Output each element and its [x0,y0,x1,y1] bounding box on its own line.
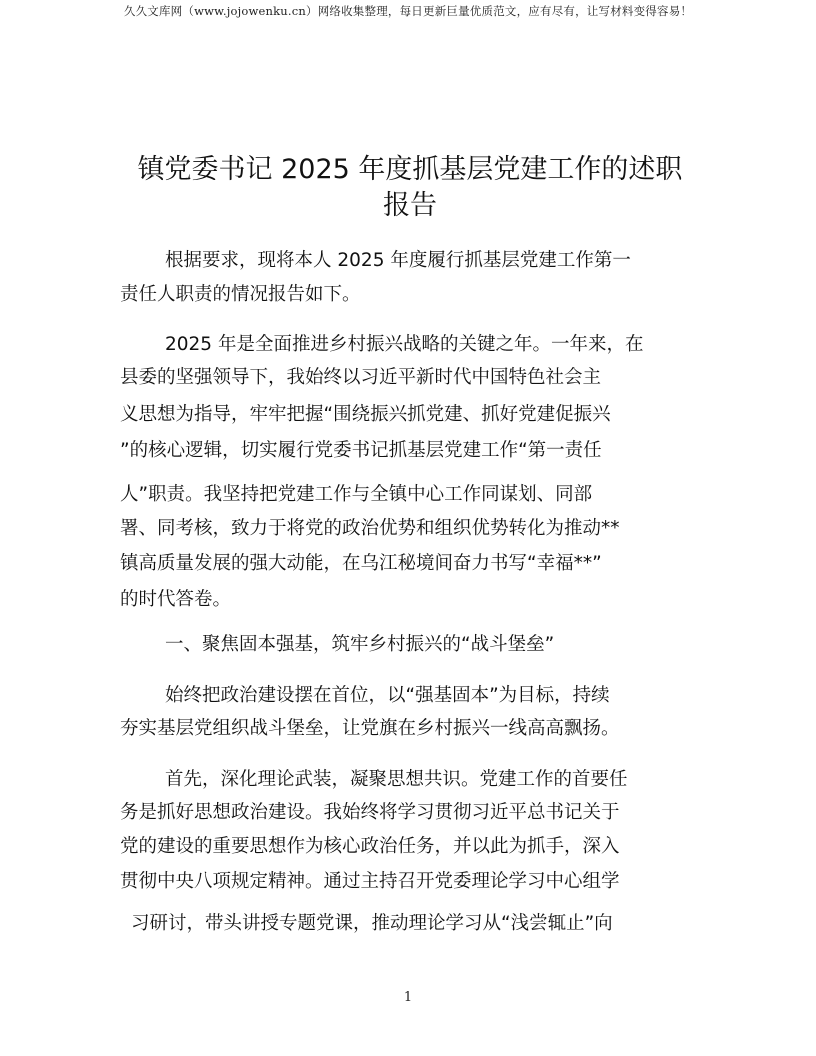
body-line: 人”职责。我坚持把党建工作与全镇中心工作同谋划、同部 [120,484,593,505]
body-line: 务是抓好思想政治建设。我始终将学习贯彻习近平总书记关于 [120,802,620,823]
document-title-line-1: 镇党委书记 2025 年度抓基层党建工作的述职 [137,154,683,185]
body-line: 县委的坚强领导下，我始终以习近平新时代中国特色社会主 [120,367,602,388]
body-line: ”的核心逻辑，切实履行党委书记抓基层党建工作“第一责任 [120,440,602,461]
body-line: 义思想为指导，牢牢把握“围绕振兴抓党建、抓好党建促振兴 [120,404,611,425]
page-number: 1 [403,990,413,1005]
site-header-banner: 久久文库网（www.jojowenku.cn）网络收集整理，每日更新巨量优质范文，应有尽有，让写材料变得容易！ [123,4,693,18]
body-line: 署、同考核，致力于将党的政治优势和组织优势转化为推动** [120,518,620,539]
body-line: 2025 年是全面推进乡村振兴战略的关键之年。一年来，在 [165,334,644,355]
body-line: 贯彻中央八项规定精神。通过主持召开党委理论学习中心组学 [120,871,620,892]
body-line: 始终把政治建设摆在首位，以“强基固本”为目标，持续 [165,685,610,706]
body-line: 习研讨，带头讲授专题党课，推动理论学习从“浅尝辄止”向 [131,913,613,934]
body-line: 镇高质量发展的强大动能，在乌江秘境间奋力书写“幸福**” [120,553,602,574]
document-title-line-2: 报告 [383,190,437,221]
body-line: 首先，深化理论武装，凝聚思想共识。党建工作的首要任 [165,769,628,790]
body-line: 夯实基层党组织战斗堡垒，让党旗在乡村振兴一线高高飘扬。 [120,718,620,739]
section-heading-1: 一、聚焦固本强基，筑牢乡村振兴的“战斗堡垒” [165,634,555,655]
body-line: 责任人职责的情况报告如下。 [120,284,361,305]
body-line: 党的建设的重要思想作为核心政治任务，并以此为抓手，深入 [120,836,620,857]
body-line: 根据要求，现将本人 2025 年度履行抓基层党建工作第一 [165,250,631,271]
body-line: 的时代答卷。 [120,589,232,610]
